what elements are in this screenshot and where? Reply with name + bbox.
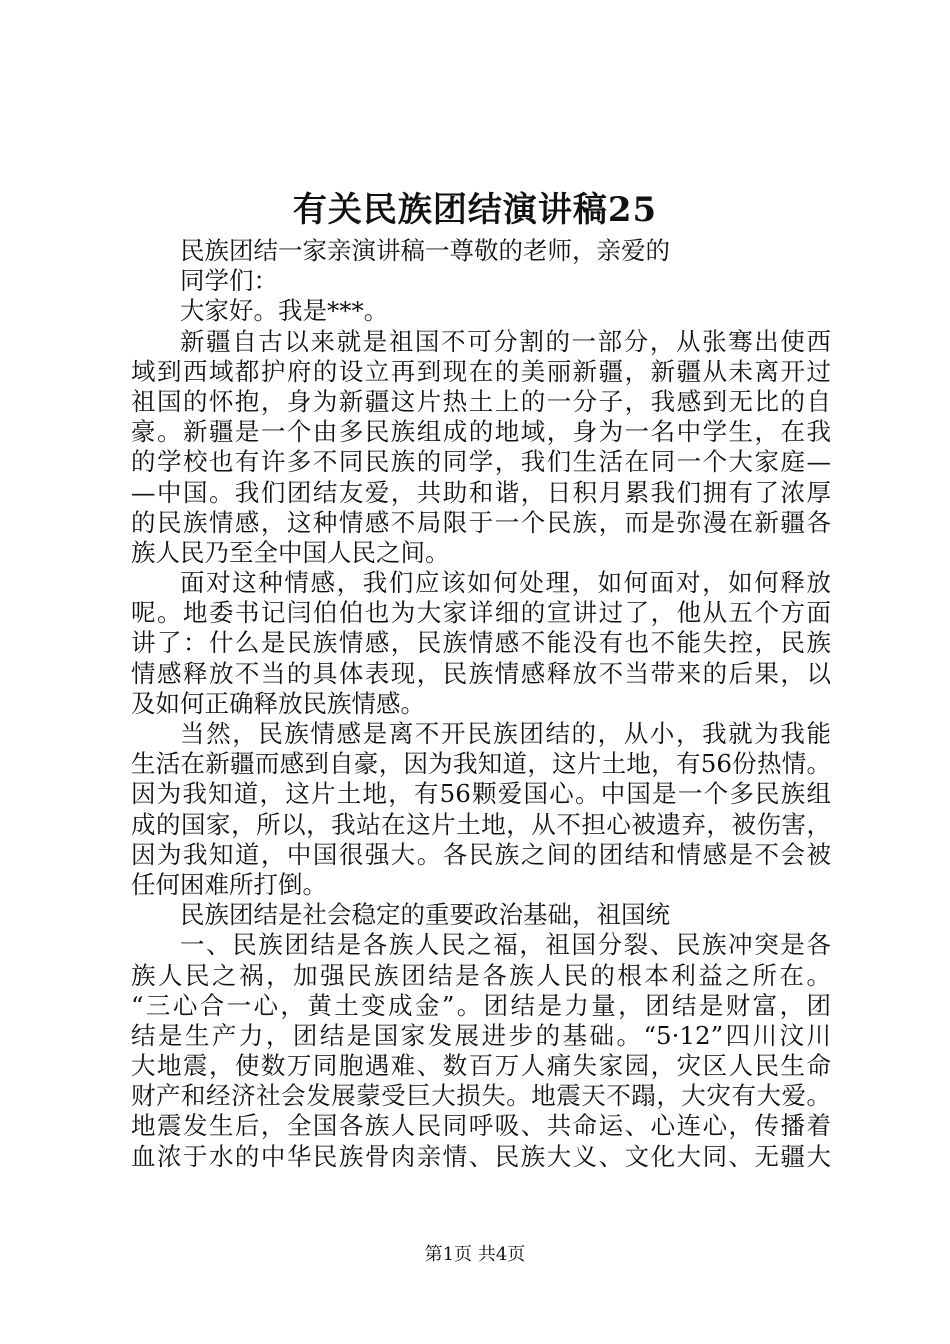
text-line: 族人民之祸，加强民族团结是各族人民的根本利益之所在。 [131,960,831,990]
text-line: 情感释放不当的具体表现，民族情感释放不当带来的后果，以 [131,658,831,688]
text-line: 生活在新疆而感到自豪，因为我知道，这片土地，有56份热情。 [131,749,831,779]
text-line: 新疆自古以来就是祖国不可分割的一部分，从张骞出使西 [180,326,831,356]
text-line: 地震发生后，全国各族人民同呼吸、共命运、心连心，传播着 [131,1111,831,1141]
document-body [131,236,831,1172]
text-line: 同学们： [180,266,278,296]
page-footer: 第1页 共4页 [424,1244,526,1265]
text-line: 民族团结是社会稳定的重要政治基础，祖国统 [180,900,670,930]
text-line: 一、民族团结是各族人民之福，祖国分裂、民族冲突是各 [180,930,831,960]
text-line: 祖国的怀抱，身为新疆这片热土上的一分子，我感到无比的自 [131,386,831,416]
text-line: 的学校也有许多不同民族的同学，我们生活在同一个大家庭— [131,447,831,477]
text-line: 域到西域都护府的设立再到现在的美丽新疆，新疆从未离开过 [131,356,831,386]
text-line: 的民族情感，这种情感不局限于一个民族，而是弥漫在新疆各 [131,507,831,537]
text-line: 面对这种情感，我们应该如何处理，如何面对，如何释放 [180,568,831,598]
text-line: 民族团结一家亲演讲稿一尊敬的老师，亲爱的 [180,236,670,265]
text-line: 当然，民族情感是离不开民族团结的，从小，我就为我能 [180,719,831,748]
text-line: 成的国家，所以，我站在这片土地，从不担心被遗弃，被伤害， [131,809,831,839]
text-line: 因为我知道，这片土地，有56颗爱国心。中国是一个多民族组 [131,779,831,809]
text-line: 及如何正确释放民族情感。 [131,688,425,718]
text-line: 大家好。我是***。 [180,296,389,326]
document-title: 有关民族团结演讲稿25 [292,190,658,230]
text-line: 财产和经济社会发展蒙受巨大损失。地震天不蹋，大灾有大爱。 [131,1081,831,1111]
text-line: “三心合一心，黄土变成金”。团结是力量，团结是财富，团 [131,990,831,1020]
text-line: 任何困难所打倒。 [131,869,327,899]
text-line: 呢。地委书记闫伯伯也为大家详细的宣讲过了，他从五个方面 [131,598,831,628]
text-line: 结是生产力，团结是国家发展进步的基础。“5·12”四川汶川 [131,1020,831,1050]
text-line: 讲了：什么是民族情感，民族情感不能没有也不能失控，民族 [131,628,831,658]
text-line: 大地震，使数万同胞遇难、数百万人痛失家园，灾区人民生命 [131,1051,831,1081]
text-line: —中国。我们团结友爱，共助和谐，日积月累我们拥有了浓厚 [131,477,831,507]
text-line: 豪。新疆是一个由多民族组成的地域，身为一名中学生，在我 [131,417,831,447]
text-line: 族人民乃至全中国人民之间。 [131,537,450,567]
text-line: 因为我知道，中国很强大。各民族之间的团结和情感是不会被 [131,839,831,869]
text-line: 血浓于水的中华民族骨肉亲情、民族大义、文化大同、无疆大 [131,1141,831,1171]
